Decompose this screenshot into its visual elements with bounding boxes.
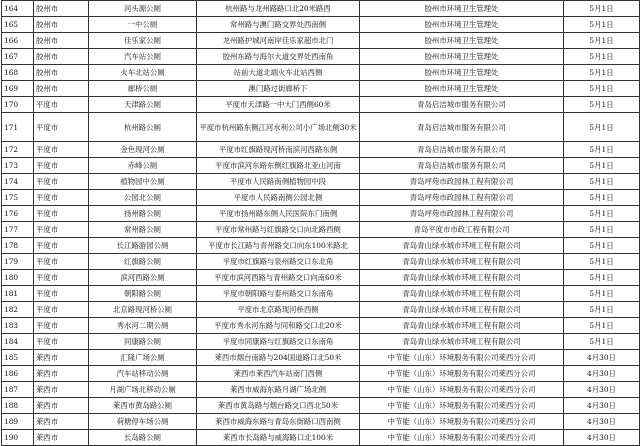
district-cell: 平度市 [34,270,89,286]
toilet-name-cell: 朝阳路公厕 [89,286,197,302]
management-unit-cell: 胶州市环境卫生管理处 [360,65,564,81]
district-cell: 平度市 [34,334,89,350]
opening-date-cell: 4月30日 [564,430,640,446]
row-number-cell: 164 [2,1,34,17]
toilet-name-cell: 公园北公厕 [89,190,197,206]
row-number-cell: 180 [2,270,34,286]
opening-date-cell: 5月1日 [564,1,640,17]
table-row [2,350,640,366]
management-unit-cell: 胶州市环境卫生管理处 [360,1,564,17]
district-cell: 莱西市 [34,366,89,382]
district-cell: 平度市 [34,113,89,142]
management-unit-cell: 胶州市环境卫生管理处 [360,33,564,49]
toilet-name-cell: 河头源公厕 [89,1,197,17]
row-number-cell: 175 [2,190,34,206]
management-unit-cell: 青岛青山绿水城市环境工程有限公司 [360,334,564,350]
row-number-cell: 168 [2,65,34,81]
row-number-cell: 170 [2,97,34,113]
toilet-name-cell: 红旗路公厕 [89,254,197,270]
toilet-name-cell: 天津路公厕 [89,97,197,113]
table-row [2,190,640,206]
district-cell: 胶州市 [34,17,89,33]
management-unit-cell: 青岛青山绿水城市环境工程有限公司 [360,302,564,318]
toilet-name-cell: 一中公厕 [89,17,197,33]
table-row [2,398,640,414]
district-cell: 莱西市 [34,350,89,366]
location-cell: 平度市长江路与青州路交口向东100米路北 [197,238,360,254]
management-unit-cell: 青岛青山绿水城市环境工程有限公司 [360,254,564,270]
table-row [2,206,640,222]
management-unit-cell: 青岛启洁城市服务有限公司 [360,158,564,174]
table-row [2,318,640,334]
row-number-cell: 174 [2,174,34,190]
district-cell: 莱西市 [34,382,89,398]
district-cell: 莱西市 [34,430,89,446]
opening-date-cell: 5月1日 [564,174,640,190]
management-unit-cell: 青岛启洁城市服务有限公司 [360,97,564,113]
location-cell: 平度市天津路一中大门西侧60米 [197,97,360,113]
row-number-cell: 176 [2,206,34,222]
table-row [2,254,640,270]
location-cell: 平度市人民路南侧公园北侧 [197,190,360,206]
table-row [2,97,640,113]
management-unit-cell: 青岛青山绿水城市环境工程有限公司 [360,286,564,302]
location-cell: 龙州路护城河南岸佳乐家超市北门 [197,33,360,49]
row-number-cell: 165 [2,17,34,33]
opening-date-cell: 5月1日 [564,33,640,49]
row-number-cell: 184 [2,334,34,350]
opening-date-cell: 5月1日 [564,318,640,334]
toilet-name-cell: 长江路游园公厕 [89,238,197,254]
opening-date-cell: 5月1日 [564,334,640,350]
toilet-name-cell: 赤峰公厕 [89,158,197,174]
location-cell: 平度市红旗路现河桥南滨河西路东侧 [197,142,360,158]
table-row [2,302,640,318]
management-unit-cell: 胶州市环境卫生管理处 [360,17,564,33]
table-row [2,366,640,382]
toilet-name-cell: 月湖广场北移动公厕 [89,382,197,398]
opening-date-cell: 4月30日 [564,350,640,366]
toilet-name-cell: 秀水河二期公厕 [89,318,197,334]
table-row [2,382,640,398]
opening-date-cell: 5月1日 [564,302,640,318]
toilet-name-cell: 荷塘停车场公厕 [89,414,197,430]
location-cell: 平度市常州路与红旗路交口向北路西侧 [197,222,360,238]
table-row [2,142,640,158]
row-number-cell: 172 [2,142,34,158]
row-number-cell: 186 [2,366,34,382]
district-cell: 莱西市 [34,414,89,430]
opening-date-cell: 5月1日 [564,222,640,238]
opening-date-cell: 4月30日 [564,414,640,430]
toilet-name-cell: 莱西市黄岛路公厕 [89,398,197,414]
district-cell: 平度市 [34,206,89,222]
opening-date-cell: 5月1日 [564,113,640,142]
row-number-cell: 171 [2,113,34,142]
management-unit-cell: 中节能（山东）环境服务有限公司莱西分公司 [360,430,564,446]
row-number-cell: 188 [2,398,34,414]
row-number-cell: 181 [2,286,34,302]
table-body [2,1,640,446]
toilet-name-cell: 汽车站公厕 [89,49,197,65]
district-cell: 平度市 [34,254,89,270]
toilet-name-cell: 植物园中公厕 [89,174,197,190]
row-number-cell: 179 [2,254,34,270]
table-row [2,430,640,446]
opening-date-cell: 5月1日 [564,81,640,97]
row-number-cell: 177 [2,222,34,238]
public-toilet-opening-table [1,0,640,446]
management-unit-cell: 中节能（山东）环境服务有限公司莱西分公司 [360,382,564,398]
toilet-name-cell: 滨河西路公厕 [89,270,197,286]
location-cell: 莱西市威海东路月湖广场北侧 [197,382,360,398]
row-number-cell: 166 [2,33,34,49]
toilet-name-cell: 常州路公厕 [89,222,197,238]
management-unit-cell: 青岛启洁城市服务有限公司 [360,113,564,142]
row-number-cell: 173 [2,158,34,174]
location-cell: 莱西市威海东路与青岛东街路口西南侧 [197,414,360,430]
table-row [2,33,640,49]
row-number-cell: 183 [2,318,34,334]
district-cell: 胶州市 [34,65,89,81]
toilet-name-cell: 佳乐家公厕 [89,33,197,49]
opening-date-cell: 5月1日 [564,97,640,113]
opening-date-cell: 5月1日 [564,142,640,158]
opening-date-cell: 5月1日 [564,17,640,33]
district-cell: 莱西市 [34,398,89,414]
row-number-cell: 182 [2,302,34,318]
management-unit-cell: 青岛坪苑市政园林工程有限公司 [360,206,564,222]
district-cell: 平度市 [34,222,89,238]
table-row [2,270,640,286]
district-cell: 胶州市 [34,33,89,49]
district-cell: 平度市 [34,286,89,302]
management-unit-cell: 青岛青山绿水城市环境工程有限公司 [360,238,564,254]
toilet-name-cell: 汽车站移动公厕 [89,366,197,382]
opening-date-cell: 5月1日 [564,270,640,286]
table-row [2,414,640,430]
location-cell: 平度市同康路与红旗路交口东南角 [197,334,360,350]
management-unit-cell: 胶州市环境卫生管理处 [360,81,564,97]
table-row [2,49,640,65]
management-unit-cell: 青岛坪苑市政园林工程有限公司 [360,174,564,190]
toilet-name-cell: 金色现河公厕 [89,142,197,158]
table-row [2,334,640,350]
opening-date-cell: 5月1日 [564,206,640,222]
location-cell: 莱西市莱西汽车站南门西侧 [197,366,360,382]
management-unit-cell: 中节能（山东）环境服务有限公司莱西分公司 [360,414,564,430]
toilet-name-cell: 杭州路公厕 [89,113,197,142]
management-unit-cell: 中节能（山东）环境服务有限公司莱西分公司 [360,366,564,382]
location-cell: 常州路与澳门路交界处西南侧 [197,17,360,33]
management-unit-cell: 青岛平度市市政工程有限公司 [360,222,564,238]
district-cell: 平度市 [34,190,89,206]
table-row [2,1,640,17]
table-row [2,174,640,190]
opening-date-cell: 5月1日 [564,190,640,206]
toilet-name-cell: 廊桥公厕 [89,81,197,97]
row-number-cell: 185 [2,350,34,366]
location-cell: 平度市朝阳路与泰州路交口东南角 [197,286,360,302]
location-cell: 平度市滨河西路与青州路交口向南60米 [197,270,360,286]
opening-date-cell: 5月1日 [564,254,640,270]
table-row [2,113,640,142]
location-cell: 莱西市黄岛路与烟台路交口西北50米 [197,398,360,414]
row-number-cell: 190 [2,430,34,446]
location-cell: 平度市北京路现河桥西侧 [197,302,360,318]
toilet-name-cell: 北京路现河桥公厕 [89,302,197,318]
location-cell: 平度市杭州路东侧江河水利公司小广场北侧30米 [197,113,360,142]
district-cell: 平度市 [34,238,89,254]
table-row [2,222,640,238]
toilet-name-cell: 同康路公厕 [89,334,197,350]
row-number-cell: 187 [2,382,34,398]
table-row [2,65,640,81]
opening-date-cell: 5月1日 [564,49,640,65]
district-cell: 平度市 [34,142,89,158]
location-cell: 平度市扬州路东侧人民医院东门南侧 [197,206,360,222]
toilet-name-cell: 火车北站公厕 [89,65,197,81]
location-cell: 莱西市长岛路与威海路口北100米 [197,430,360,446]
location-cell: 站前大道北端火车北站西侧 [197,65,360,81]
district-cell: 平度市 [34,302,89,318]
toilet-name-cell: 扬州路公厕 [89,206,197,222]
management-unit-cell: 青岛启洁城市服务有限公司 [360,142,564,158]
opening-date-cell: 5月1日 [564,158,640,174]
location-cell: 杭州路与龙州路路口北20米路西 [197,1,360,17]
toilet-name-cell: 汇隆广场公厕 [89,350,197,366]
district-cell: 平度市 [34,158,89,174]
toilet-name-cell: 长岛路公厕 [89,430,197,446]
row-number-cell: 178 [2,238,34,254]
management-unit-cell: 青岛青山绿水城市环境工程有限公司 [360,318,564,334]
opening-date-cell: 4月30日 [564,382,640,398]
district-cell: 胶州市 [34,49,89,65]
row-number-cell: 167 [2,49,34,65]
district-cell: 胶州市 [34,81,89,97]
location-cell: 平度市秀水河东路与同和路交口北20米 [197,318,360,334]
table-row [2,238,640,254]
district-cell: 胶州市 [34,1,89,17]
table-row [2,81,640,97]
management-unit-cell: 青岛青山绿水城市环境工程有限公司 [360,270,564,286]
location-cell: 胶州东路与海尔大道交界处西南角 [197,49,360,65]
location-cell: 澳门路过街廊桥下 [197,81,360,97]
district-cell: 平度市 [34,174,89,190]
location-cell: 平度市人民路南侧植物园中段 [197,174,360,190]
management-unit-cell: 中节能（山东）环境服务有限公司莱西分公司 [360,350,564,366]
opening-date-cell: 5月1日 [564,286,640,302]
location-cell: 莱西市烟台南路与204国道路口北50米 [197,350,360,366]
table-row [2,286,640,302]
district-cell: 平度市 [34,318,89,334]
table-row [2,158,640,174]
table-row [2,17,640,33]
row-number-cell: 169 [2,81,34,97]
management-unit-cell: 青岛坪苑市政园林工程有限公司 [360,190,564,206]
opening-date-cell: 5月1日 [564,238,640,254]
management-unit-cell: 胶州市环境卫生管理处 [360,49,564,65]
opening-date-cell: 4月30日 [564,398,640,414]
row-number-cell: 189 [2,414,34,430]
district-cell: 平度市 [34,97,89,113]
opening-date-cell: 4月30日 [564,366,640,382]
management-unit-cell: 中节能（山东）环境服务有限公司莱西分公司 [360,398,564,414]
location-cell: 平度市红旗路与泉州路交口东北角 [197,254,360,270]
location-cell: 平度市滨河东路东侧红旗路北亚山河南 [197,158,360,174]
opening-date-cell: 5月1日 [564,65,640,81]
